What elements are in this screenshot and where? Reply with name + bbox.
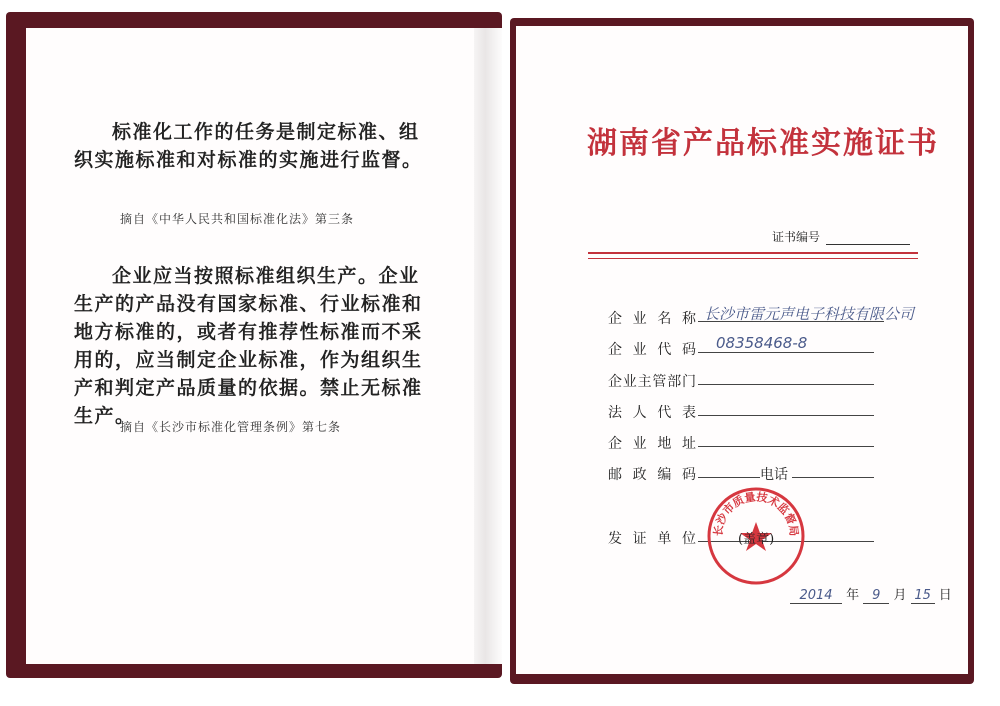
- field-address: [608, 433, 696, 453]
- certificate-number: [772, 228, 910, 245]
- field-issuer: [608, 528, 696, 548]
- company-code-line: [698, 352, 874, 353]
- legal-rep-label: 法人代表: [608, 405, 696, 421]
- date-year: 2014: [790, 588, 842, 604]
- seal-note: (盖章): [738, 532, 775, 547]
- certificate-number-line: [826, 232, 910, 245]
- date-year-unit: 年: [846, 588, 860, 603]
- red-rule-thin: [588, 258, 918, 259]
- page-spine: [474, 28, 502, 664]
- issue-date: [790, 584, 952, 604]
- date-day-unit: 日: [938, 588, 952, 603]
- legal-rep-line: [698, 415, 874, 416]
- field-postcode: [608, 464, 788, 484]
- law-quote-1: 标准化工作的任务是制定标准、组织实施标准和对标准的实施进行监督。: [74, 121, 423, 171]
- date-month: 9: [863, 588, 889, 604]
- phone-line: [792, 477, 874, 478]
- law-source-1: 摘自《中华人民共和国标准化法》第三条: [120, 212, 355, 226]
- company-code-value: 08358468-8: [716, 334, 808, 352]
- certificate-title: 湖南省产品标准实施证书: [587, 126, 939, 161]
- date-day: 15: [911, 588, 935, 604]
- date-month-unit: 月: [893, 588, 907, 603]
- certificate-number-label: 证书编号: [772, 230, 821, 244]
- field-legal-rep: [608, 402, 696, 422]
- issuer-label: 发证单位: [608, 531, 696, 547]
- supervisor-label: 企业主管部门: [608, 374, 696, 390]
- field-company-name: [608, 305, 915, 328]
- address-line: [698, 446, 874, 447]
- seal-text: 长沙市质量技术监督局: [711, 490, 801, 537]
- postcode-line: [698, 477, 760, 478]
- company-name-value: 长沙市雷元声电子科技有限公司: [704, 305, 915, 323]
- field-supervisor: [608, 371, 696, 391]
- red-rule-thick: [588, 252, 918, 254]
- company-name-label: 企业名称: [608, 311, 696, 327]
- field-company-code: [608, 334, 808, 359]
- phone-label: 电话: [760, 467, 788, 483]
- supervisor-line: [698, 384, 874, 385]
- postcode-label: 邮政编码: [608, 467, 696, 483]
- address-label: 企业地址: [608, 436, 696, 452]
- company-code-label: 企业代码: [608, 342, 696, 358]
- law-source-2: 摘自《长沙市标准化管理条例》第七条: [120, 420, 342, 434]
- law-quote-2: 企业应当按照标准组织生产。企业生产的产品没有国家标准、行业标准和地方标准的，或者有推荐性标准而不采用的，应当制定企业标准，作为组织生产和判定产品质量的依据。禁止无标准生产。: [74, 265, 423, 427]
